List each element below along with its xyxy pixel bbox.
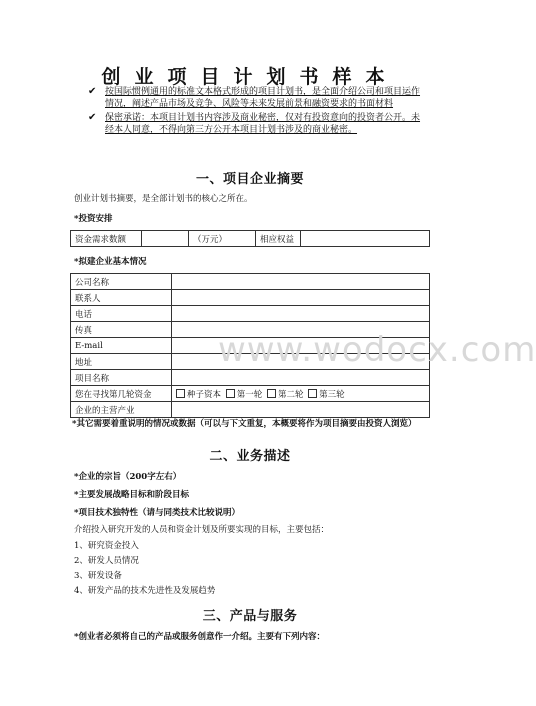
table-row xyxy=(71,370,430,386)
section3-intro: *创业者必须将自己的产品或服务创意作一介绍。主要有下列内容： xyxy=(74,632,325,642)
checkmark-icon: ✔ xyxy=(88,86,97,97)
list-item: 1、研究资金投入 xyxy=(74,541,139,551)
checkbox-icon[interactable] xyxy=(226,389,235,398)
section2-intro: 介绍投入研究开发的人员和资金计划及所要实现的目标，主要包括： xyxy=(74,525,330,535)
funding-option-third[interactable]: 第三轮 xyxy=(308,390,345,400)
checkbox-icon[interactable] xyxy=(267,389,276,398)
checkbox-icon[interactable] xyxy=(176,389,185,398)
investment-amount-label: 资金需求数额 xyxy=(71,231,142,247)
bullet-item xyxy=(88,86,428,110)
bullet-text: 按国际惯例通用的标准文本格式形成的项目计划书，是全面介绍公司和项目运作情况，阐述产品市场及竞争、风险等未来发展前景和融资要求的书面材料 xyxy=(105,87,421,109)
row-value[interactable] xyxy=(172,306,430,322)
investment-label: *投资安排 xyxy=(74,214,113,224)
investment-unit: （万元） xyxy=(189,231,256,247)
table-row xyxy=(71,402,430,418)
row-label: 联系人 xyxy=(71,290,172,306)
section2-item2: *主要发展战略目标和阶段目标 xyxy=(74,490,189,500)
section1-intro: 创业计划书摘要，是全部计划书的核心之所在。 xyxy=(74,194,253,204)
section2-heading: 二、业务描述 xyxy=(209,449,291,464)
row-label: 传真 xyxy=(71,322,172,338)
funding-option-second[interactable]: 第二轮 xyxy=(267,390,304,400)
other-note: *其它需要着重说明的情况或数据（可以与下文重复，本概要将作为项目摘要由投资人浏览） xyxy=(72,419,417,429)
investment-table xyxy=(70,230,430,247)
funding-option-seed[interactable]: 种子资本 xyxy=(176,390,221,400)
row-label: 电话 xyxy=(71,306,172,322)
table-row xyxy=(71,274,430,290)
list-item: 2、研发人员情况 xyxy=(74,556,139,566)
bullet-item xyxy=(88,112,428,136)
funding-round-label: 您在寻找第几轮资金 xyxy=(71,386,172,402)
section2-item1: *企业的宗旨（200字左右） xyxy=(74,472,182,482)
row-label: 企业的主营产业 xyxy=(71,402,172,418)
equity-label: 相应权益 xyxy=(256,231,301,247)
investment-amount-value[interactable] xyxy=(142,231,189,247)
row-value[interactable] xyxy=(172,402,430,418)
intro-bullets xyxy=(88,86,428,138)
company-info-label: *拟建企业基本情况 xyxy=(74,257,147,267)
equity-value[interactable] xyxy=(301,231,430,247)
checkmark-icon: ✔ xyxy=(88,112,97,123)
bullet-text: 保密承诺：本项目计划书内容涉及商业秘密，仅对有投资意向的投资者公开。未经本人同意，不得向第三方公开本项目计划书涉及的商业秘密。 xyxy=(105,113,421,135)
row-label: 公司名称 xyxy=(71,274,172,290)
row-label: E-mail xyxy=(71,338,172,354)
row-value[interactable] xyxy=(172,274,430,290)
watermark: www.wodocx.com xyxy=(218,330,536,370)
row-value[interactable] xyxy=(172,290,430,306)
row-label: 项目名称 xyxy=(71,370,172,386)
table-row xyxy=(71,306,430,322)
section3-heading: 三、产品与服务 xyxy=(202,609,298,624)
list-item: 4、研发产品的技术先进性及发展趋势 xyxy=(74,586,216,596)
section1-heading: 一、项目企业摘要 xyxy=(195,172,304,187)
funding-round-options xyxy=(172,386,430,402)
document-title: 创业项目计划书样本 xyxy=(101,66,399,88)
checkbox-icon[interactable] xyxy=(308,389,317,398)
row-label: 地址 xyxy=(71,354,172,370)
table-row xyxy=(71,290,430,306)
list-item: 3、研发设备 xyxy=(74,571,122,581)
funding-option-first[interactable]: 第一轮 xyxy=(226,390,263,400)
section2-item3: *项目技术独特性（请与同类技术比较说明） xyxy=(74,508,240,518)
row-value[interactable] xyxy=(172,370,430,386)
funding-round-row xyxy=(71,386,430,402)
